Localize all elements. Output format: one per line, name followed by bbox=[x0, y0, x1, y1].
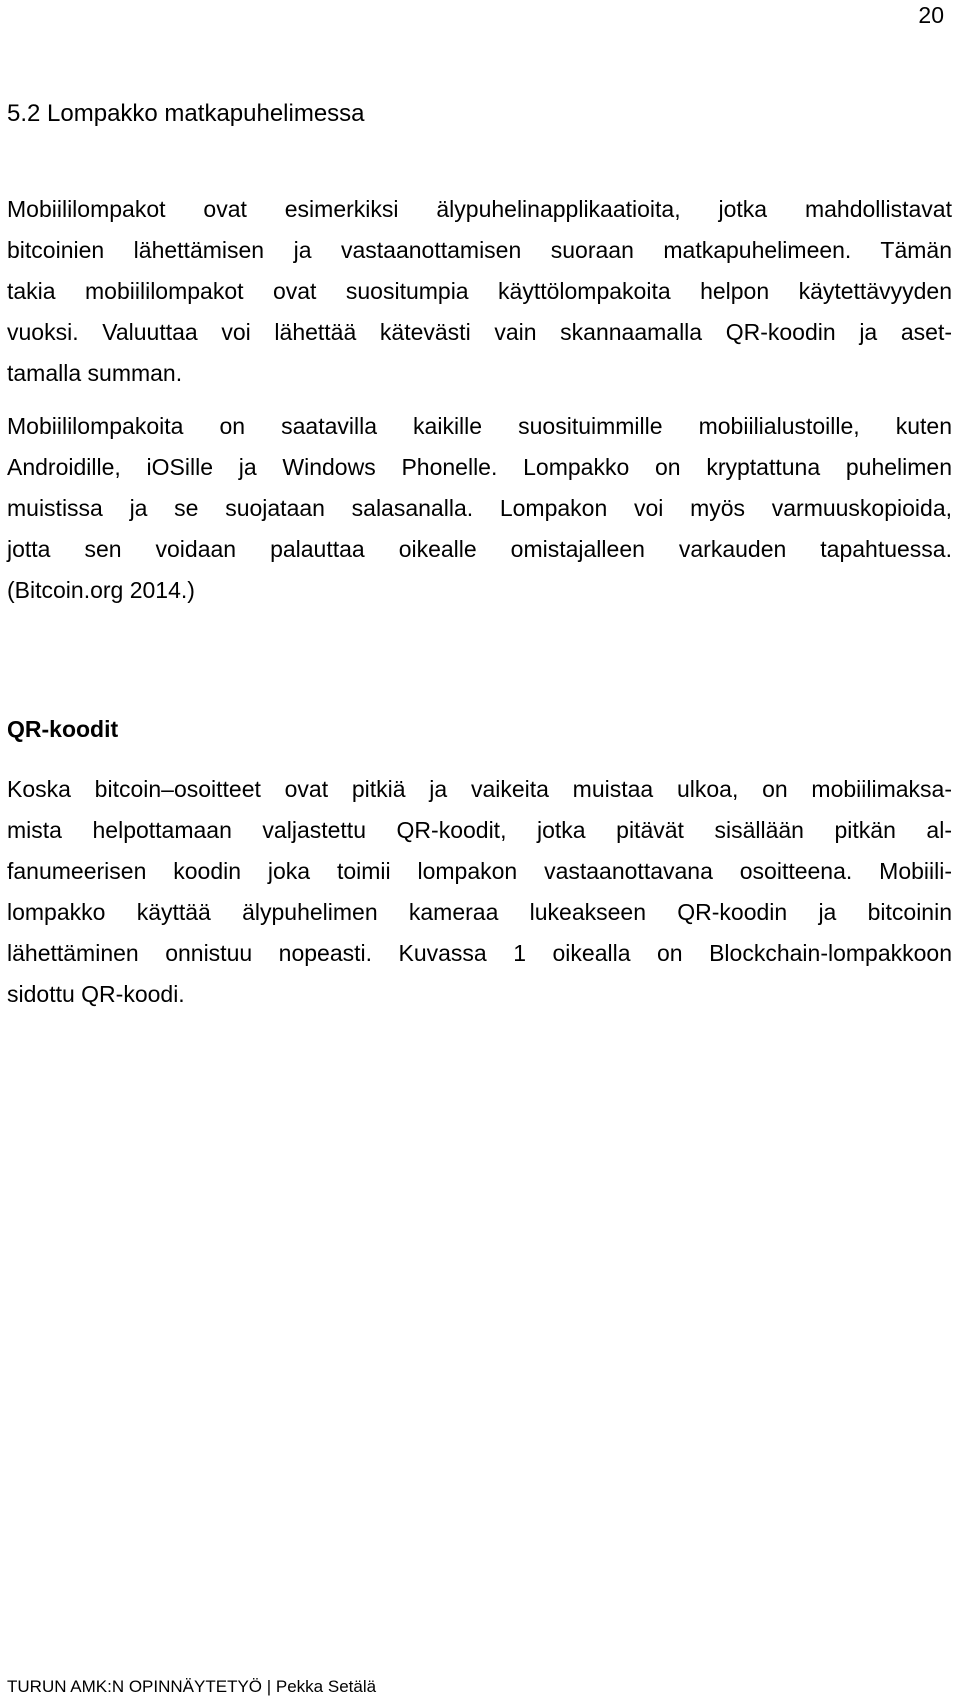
paragraph-line: Androidille, iOSille ja Windows Phonelle. Lompakko on kryptattuna puhelimen bbox=[7, 454, 952, 480]
paragraph-line: Mobiililompakot ovat esimerkiksi älypuhelinapplikaatioita, jotka mahdollistavat bbox=[7, 196, 952, 222]
paragraph-line: tamalla summan. bbox=[7, 360, 183, 386]
section-heading: 5.2 Lompakko matkapuhelimessa bbox=[7, 100, 365, 127]
subheading-qr-codes: QR-koodit bbox=[7, 716, 119, 742]
page-number: 20 bbox=[918, 2, 944, 28]
paragraph-line: (Bitcoin.org 2014.) bbox=[7, 577, 195, 603]
paragraph-line: Koska bitcoin–osoitteet ovat pitkiä ja vaikeita muistaa ulkoa, on mobiilimaksa- bbox=[7, 776, 952, 802]
paragraph-line: sidottu QR-koodi. bbox=[7, 981, 185, 1007]
paragraph-line: lompakko käyttää älypuhelimen kameraa lukeakseen QR-koodin ja bitcoinin bbox=[7, 899, 952, 925]
paragraph-line: vuoksi. Valuuttaa voi lähettää kätevästi vain skannaamalla QR-koodin ja aset- bbox=[7, 319, 952, 345]
paragraph-line: Mobiililompakoita on saatavilla kaikille suosituimmille mobiilialustoille, kuten bbox=[7, 413, 952, 439]
paragraph-qr-codes bbox=[7, 769, 952, 1015]
paragraph-platforms bbox=[7, 406, 952, 611]
paragraph-line: takia mobiililompakot ovat suositumpia käyttölompakoita helpon käytettävyyden bbox=[7, 278, 952, 304]
paragraph-line: jotta sen voidaan palauttaa oikealle omistajalleen varkauden tapahtuessa. bbox=[7, 536, 952, 562]
paragraph-line: muistissa ja se suojataan salasanalla. Lompakon voi myös varmuuskopioida, bbox=[7, 495, 952, 521]
paragraph-line: lähettäminen onnistuu nopeasti. Kuvassa 1 oikealla on Blockchain-lompakkoon bbox=[7, 940, 952, 966]
paragraph-line: fanumeerisen koodin joka toimii lompakon vastaanottavana osoitteena. Mobiili- bbox=[7, 858, 952, 884]
paragraph-mobile-wallets bbox=[7, 189, 952, 394]
paragraph-line: bitcoinien lähettämisen ja vastaanottamisen suoraan matkapuhelimeen. Tämän bbox=[7, 237, 952, 263]
page-footer: TURUN AMK:N OPINNÄYTETYÖ | Pekka Setälä bbox=[7, 1677, 377, 1696]
paragraph-line: mista helpottamaan valjastettu QR-koodit, jotka pitävät sisällään pitkän al- bbox=[7, 817, 952, 843]
